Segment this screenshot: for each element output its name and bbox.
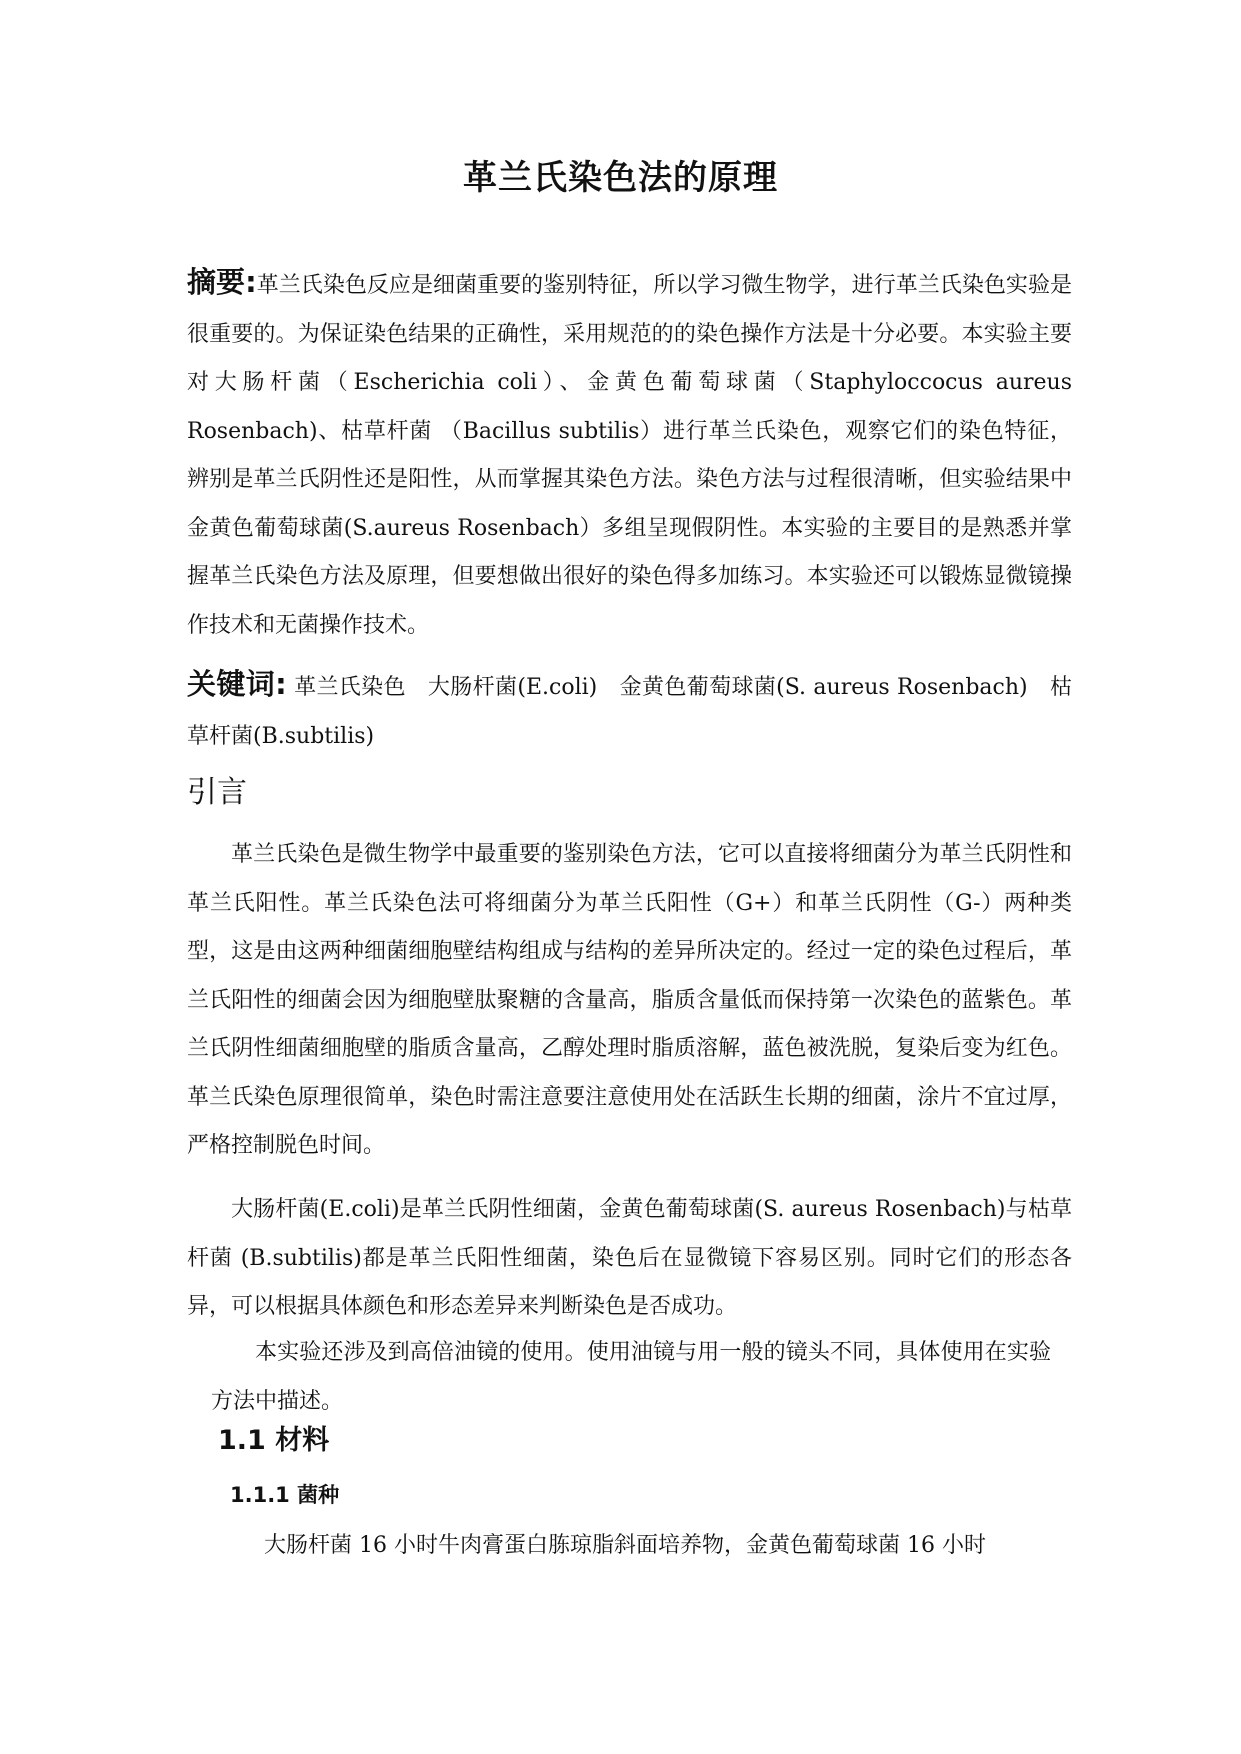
keyword-term: 金黄色葡萄球菌(S. aureus Rosenbach) bbox=[619, 675, 1028, 700]
keyword-term: 革兰氏染色 bbox=[294, 675, 406, 700]
abstract-label: 摘要: bbox=[187, 265, 257, 299]
abstract-paragraph bbox=[187, 258, 1072, 650]
keyword-term: 枯草杆菌(B.subtilis) bbox=[187, 675, 1072, 749]
keywords-paragraph bbox=[187, 660, 1072, 761]
keywords-label: 关键词: bbox=[187, 667, 287, 701]
intro-heading: 引言 bbox=[187, 775, 247, 810]
abstract-text: 革兰氏染色反应是细菌重要的鉴别特征，所以学习微生物学，进行革兰氏染色实验是很重要的。为保证染色结果的正确性，采用规范的的染色操作方法是十分必要。本实验主要对大肠杆菌（Escherichia coli）、金黄色葡萄球菌（Staphyloccocus aureus Rosenbach)、枯草杆菌 （Bacillus subtilis）进行革兰氏染色，观察它们的染色特征，辨别是革兰氏阴性还是阳性，从而掌握其染色方法。染色方法与过程很清晰，但实验结果中金黄色葡萄球菌(S.aureus Rosenbach）多组呈现假阴性。本实验的主要目的是熟悉并掌握革兰氏染色方法及原理，但要想做出很好的染色得多加练习。本实验还可以锻炼显微镜操作技术和无菌操作技术。 bbox=[187, 273, 1072, 638]
subsection-heading-strains: 1.1.1 菌种 bbox=[230, 1483, 340, 1507]
intro-paragraph: 大肠杆菌(E.coli)是革兰氏阴性细菌，金黄色葡萄球菌(S. aureus Rosenbach)与枯草杆菌 (B.subtilis)都是革兰氏阳性细菌，染色后在显微镜下容易区别。同时它们的形态各异，可以根据具体颜色和形态差异来判断染色是否成功。 bbox=[187, 1197, 1072, 1319]
page-title: 革兰氏染色法的原理 bbox=[463, 158, 778, 198]
strains-paragraph: 大肠杆菌 16 小时牛肉膏蛋白胨琼脂斜面培养物，金黄色葡萄球菌 16 小时 bbox=[264, 1533, 986, 1558]
intro-paragraph: 本实验还涉及到高倍油镜的使用。使用油镜与用一般的镜头不同，具体使用在实验方法中描述。 bbox=[211, 1340, 1051, 1414]
keyword-term: 大肠杆菌(E.coli) bbox=[427, 675, 598, 700]
section-heading-materials: 1.1 材料 bbox=[218, 1425, 330, 1456]
intro-paragraph: 革兰氏染色是微生物学中最重要的鉴别染色方法，它可以直接将细菌分为革兰氏阴性和革兰氏阳性。革兰氏染色法可将细菌分为革兰氏阳性（G+）和革兰氏阴性（G-）两种类型，这是由这两种细菌细胞壁结构组成与结构的差异所决定的。经过一定的染色过程后，革兰氏阳性的细菌会因为细胞壁肽聚糖的含量高，脂质含量低而保持第一次染色的蓝紫色。革兰氏阴性细菌细胞壁的脂质含量高，乙醇处理时脂质溶解，蓝色被洗脱，复染后变为红色。革兰氏染色原理很简单，染色时需注意要注意使用处在活跃生长期的细菌，涂片不宜过厚，严格控制脱色时间。 bbox=[187, 842, 1072, 1158]
